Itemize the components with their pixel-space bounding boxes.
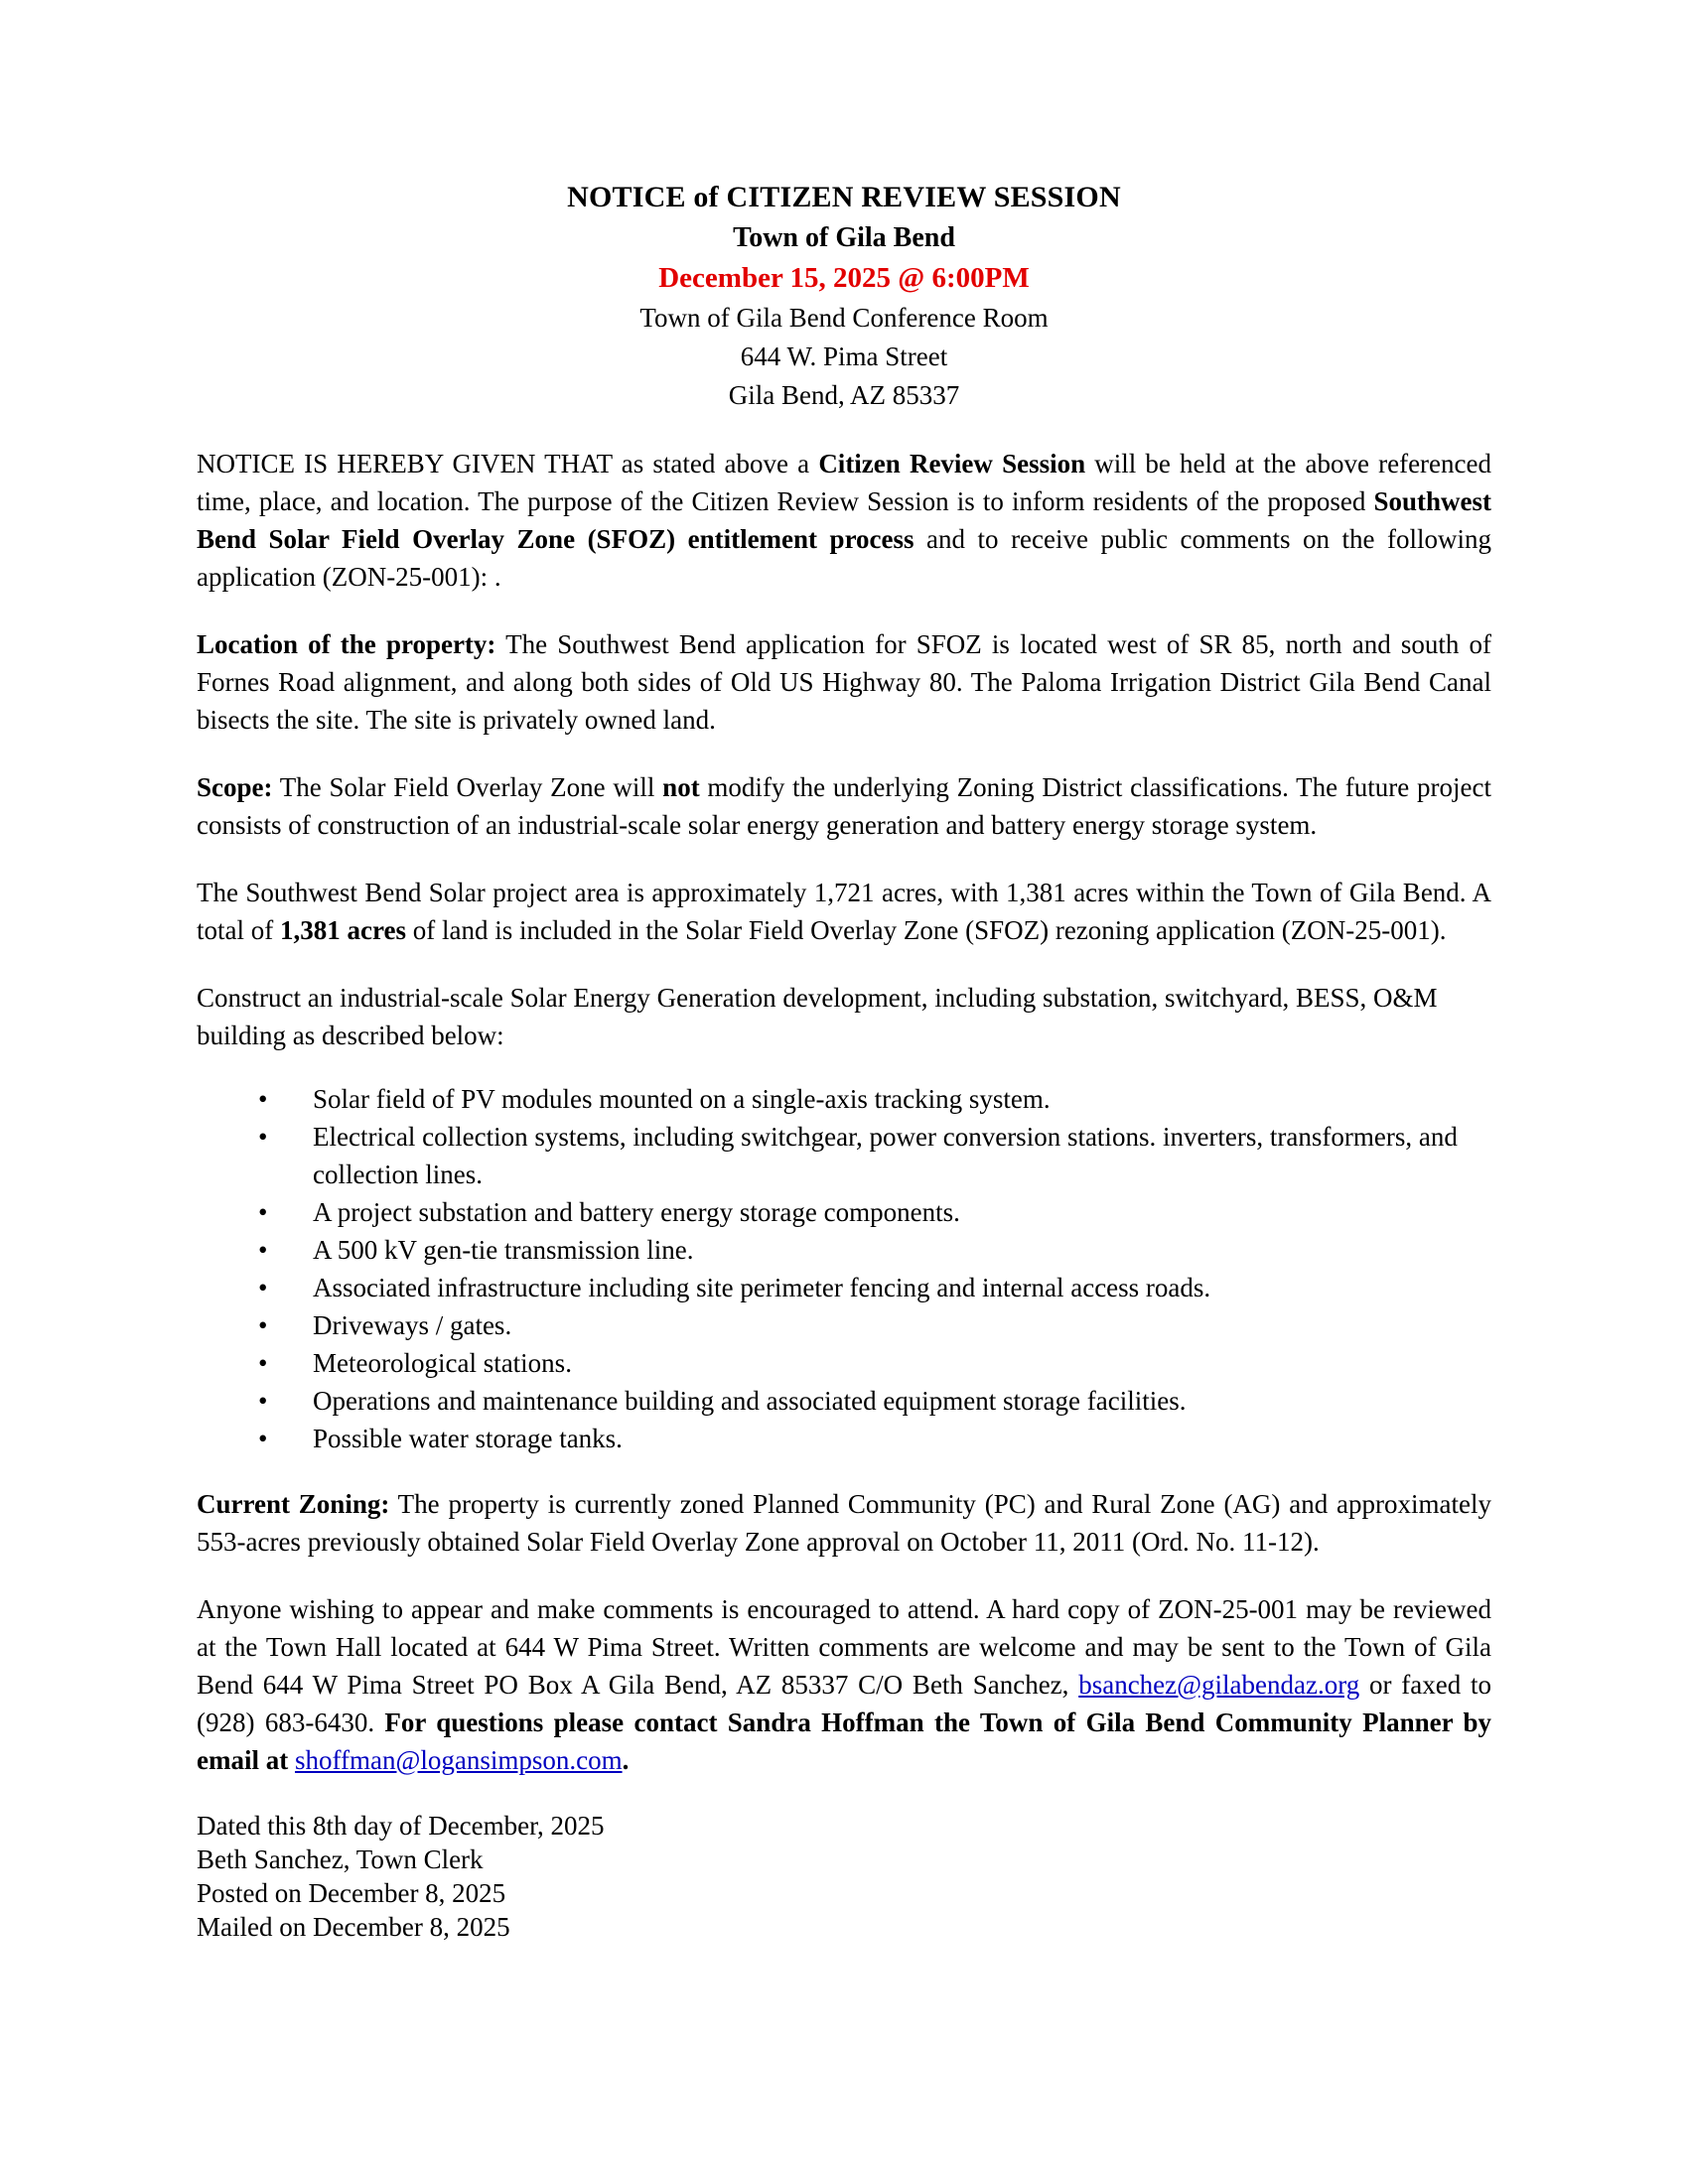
list-item-label: Associated infrastructure including site perimeter fencing and internal access roads. xyxy=(313,1273,1211,1302)
bullet-icon: • xyxy=(258,1122,268,1152)
list-item xyxy=(197,1118,1491,1193)
venue-street: 644 W. Pima Street xyxy=(740,341,948,371)
clerk-email-link[interactable]: bsanchez@gilabendaz.org xyxy=(1078,1670,1360,1700)
comments-text-c: . xyxy=(622,1745,630,1775)
list-item xyxy=(197,1420,1491,1457)
venue-room: Town of Gila Bend Conference Room xyxy=(639,303,1049,333)
comments-text-a: Anyone wishing to appear and make comments is encouraged to attend. A hard copy of ZON-25-001 may be reviewed at the Town Hall located at 644 W Pima Street. Written comments are welcome and may be sent to the Town of Gila Bend 644 W Pima Street PO Box A Gila Bend, AZ 85337 C/O Beth Sanchez, xyxy=(197,1594,1491,1700)
list-item xyxy=(197,1269,1491,1306)
list-item xyxy=(197,1231,1491,1269)
scope-of-work-list xyxy=(197,1080,1491,1457)
scope-text-a: The Solar Field Overlay Zone will xyxy=(272,772,663,802)
notice-text-2: as stated above a xyxy=(612,449,819,478)
footer-mailed-line: Mailed on December 8, 2025 xyxy=(197,1912,510,1942)
list-item xyxy=(197,1382,1491,1420)
acreage-text-a: The Southwest Bend Solar project area is approximately 1,721 acres, with 1,381 acres within the Town of Gila Bend. A total of xyxy=(197,878,1491,945)
scope-label: Scope: xyxy=(197,772,273,802)
current-zoning-text: The property is currently zoned Planned Community (PC) and Rural Zone (AG) and approximately 553-acres previously obtained Solar Field Overlay Zone approval on October 11, 2011 (Ord. No. 11-12). xyxy=(197,1489,1491,1557)
list-item xyxy=(197,1080,1491,1118)
list-item-label: Solar field of PV modules mounted on a single-axis tracking system. xyxy=(313,1084,1051,1114)
bullet-icon: • xyxy=(258,1386,268,1416)
document-header xyxy=(197,177,1491,415)
acreage-text-b: of land is included in the Solar Field Overlay Zone (SFOZ) rezoning application (ZON-25-001). xyxy=(405,915,1447,945)
meeting-datetime: December 15, 2025 @ 6:00PM xyxy=(658,262,1030,294)
notice-text-4: will be held at the above referenced time, place, and location. The purpose of the Citizen Review Session is to inform residents of the proposed xyxy=(197,449,1492,516)
scope-text-b: modify the underlying Zoning District classifications. The future project consists of construction of an industrial-scale solar energy generation and battery energy storage system. xyxy=(197,772,1491,840)
bullet-icon: • xyxy=(258,1235,268,1265)
document-body xyxy=(197,445,1491,1779)
notice-text-6: and to receive public comments on the following application (ZON-25-001): . xyxy=(197,524,1491,592)
planner-email-link[interactable]: shoffman@logansimpson.com xyxy=(294,1745,623,1775)
list-item-label: Possible water storage tanks. xyxy=(313,1424,623,1453)
paragraph-acreage xyxy=(197,874,1491,949)
notice-session-emphasis: Citizen Review Session xyxy=(818,449,1086,478)
municipality-name: Town of Gila Bend xyxy=(733,222,955,253)
bullet-icon: • xyxy=(258,1424,268,1453)
paragraph-notice xyxy=(197,445,1491,596)
list-item-label: A 500 kV gen-tie transmission line. xyxy=(313,1235,694,1265)
footer-clerk-line: Beth Sanchez, Town Clerk xyxy=(197,1844,484,1874)
bullet-icon: • xyxy=(258,1348,268,1378)
paragraph-current-zoning xyxy=(197,1485,1491,1561)
list-item-label: A project substation and battery energy storage components. xyxy=(313,1197,960,1227)
list-item xyxy=(197,1344,1491,1382)
notice-sfoz-emphasis: Southwest Bend Solar Field Overlay Zone (SFOZ) entitlement process xyxy=(197,486,1491,554)
list-item xyxy=(197,1193,1491,1231)
paragraph-scope xyxy=(197,768,1491,844)
current-zoning-label: Current Zoning: xyxy=(197,1489,390,1519)
venue-city-state-zip: Gila Bend, AZ 85337 xyxy=(728,380,960,410)
document-footer xyxy=(197,1809,1491,1944)
location-text: The Southwest Bend application for SFOZ is located west of SR 85, north and south of Fornes Road alignment, and along both sides of Old US Highway 80. The Paloma Irrigation District Gila Bend Canal bisects the site. The site is privately owned land. xyxy=(197,629,1491,735)
paragraph-comments xyxy=(197,1590,1491,1779)
page-title: NOTICE of CITIZEN REVIEW SESSION xyxy=(567,181,1121,213)
paragraph-location xyxy=(197,625,1491,739)
list-item-label: Meteorological stations. xyxy=(313,1348,572,1378)
scope-emphasis-not: not xyxy=(662,772,700,802)
list-item-label: Electrical collection systems, including switchgear, power conversion stations. inverters, transformers, and collection lines. xyxy=(313,1122,1458,1189)
paragraph-construct-intro: Construct an industrial-scale Solar Energy Generation development, including substation, switchyard, BESS, O&M building as described below: xyxy=(197,983,1438,1050)
bullet-icon: • xyxy=(258,1273,268,1302)
footer-dated-line: Dated this 8th day of December, 2025 xyxy=(197,1811,605,1841)
list-item-label: Driveways / gates. xyxy=(313,1310,512,1340)
bullet-icon: • xyxy=(258,1310,268,1340)
bullet-icon: • xyxy=(258,1197,268,1227)
list-item xyxy=(197,1306,1491,1344)
notice-lead-text: NOTICE IS HEREBY GIVEN THAT xyxy=(197,449,613,478)
acreage-emphasis: 1,381 acres xyxy=(279,915,406,945)
comments-text-b: or faxed to (928) 683-6430. xyxy=(197,1670,1492,1737)
footer-posted-line: Posted on December 8, 2025 xyxy=(197,1878,506,1908)
list-item-label: Operations and maintenance building and associated equipment storage facilities. xyxy=(313,1386,1187,1416)
comments-emphasis: For questions please contact Sandra Hoffman the Town of Gila Bend Community Planner by email at xyxy=(197,1707,1491,1775)
location-label: Location of the property: xyxy=(197,629,496,659)
bullet-icon: • xyxy=(258,1084,268,1114)
